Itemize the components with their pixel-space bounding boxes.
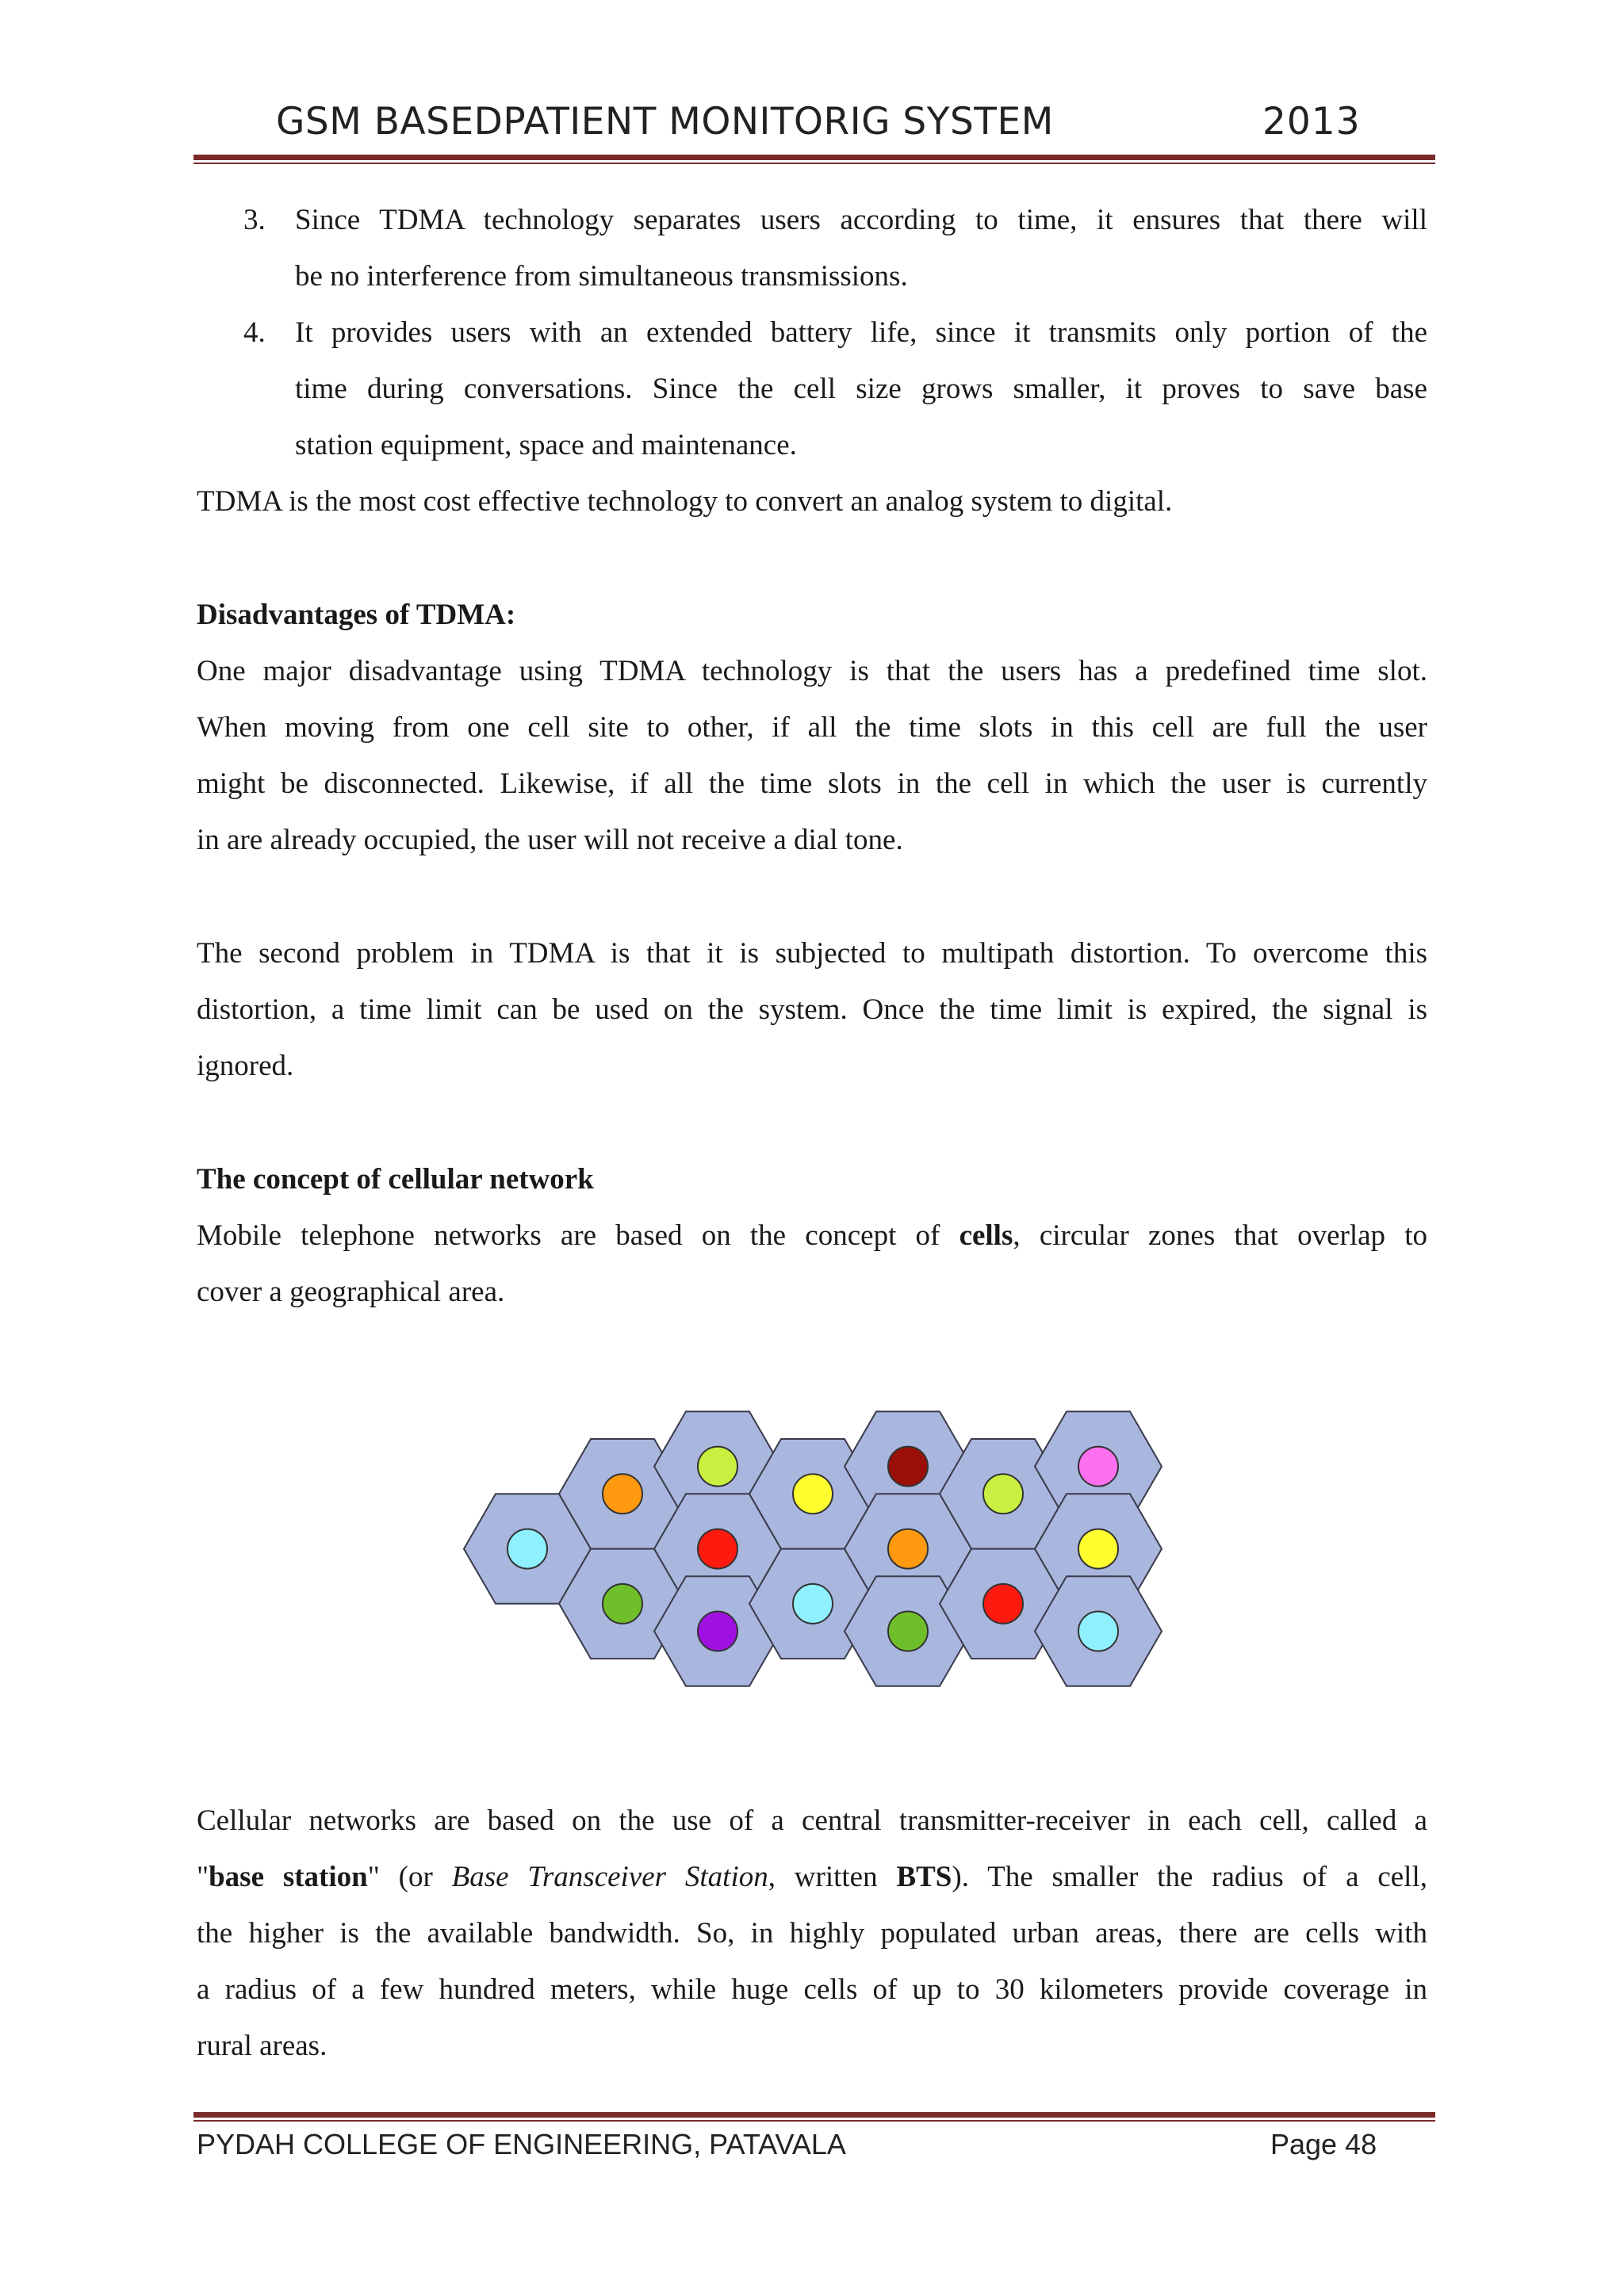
- disadvantages-heading: Disadvantages of TDMA:: [197, 599, 516, 631]
- text-run: , written: [768, 1861, 897, 1893]
- cellular-intro-line: cover a geographical area.: [197, 1276, 505, 1308]
- base-station-dot: [698, 1447, 737, 1487]
- footer-college: PYDAH COLLEGE OF ENGINEERING, PATAVALA: [197, 2128, 846, 2160]
- paragraph-line: The second problem in TDMA is that it is subjected to multipath distortion. To overcome this: [197, 937, 1427, 970]
- list-item-line: time during conversations. Since the cell size grows smaller, it proves to save base: [295, 373, 1427, 405]
- list-item-line: It provides users with an extended battery life, since it transmits only portion of the: [295, 316, 1427, 349]
- paragraph-line: the higher is the available bandwidth. So, in highly populated urban areas, there are cells with: [197, 1917, 1427, 1950]
- text-run: ": [197, 1861, 209, 1893]
- base-station-dot: [888, 1447, 928, 1487]
- header-rule-thick: [193, 155, 1435, 160]
- cellular-heading: The concept of cellular network: [197, 1163, 594, 1196]
- bts-term: BTS: [896, 1861, 952, 1893]
- text-run: ). The smaller the radius of a cell,: [952, 1861, 1427, 1893]
- base-station-dot: [983, 1584, 1023, 1624]
- paragraph-line: a radius of a few hundred meters, while huge cells of up to 30 kilometers provide coverage in: [197, 1973, 1427, 2006]
- paragraph-line: [197, 1860, 1427, 1894]
- base-station-dot: [698, 1529, 737, 1569]
- footer-page-number: Page 48: [1270, 2128, 1377, 2160]
- tdma-summary: TDMA is the most cost effective technology to convert an analog system to digital.: [197, 485, 1173, 518]
- footer-rule-thick: [193, 2112, 1435, 2118]
- text-run: Mobile telephone networks are based on the concept of: [197, 1219, 959, 1252]
- text-run: , circular zones that overlap to: [1013, 1219, 1427, 1252]
- paragraph-line: rural areas.: [197, 2030, 327, 2062]
- list-item-line: station equipment, space and maintenance.: [295, 429, 797, 461]
- footer-rule-thin: [193, 2120, 1435, 2122]
- list-item-line: be no interference from simultaneous transmissions.: [295, 260, 908, 293]
- header-rule-thin: [193, 163, 1435, 164]
- cellular-intro-line: [197, 1219, 1427, 1253]
- text-run: " (or: [367, 1861, 452, 1893]
- list-item-line: Since TDMA technology separates users according to time, it ensures that there will: [295, 204, 1427, 236]
- base-station-dot: [1078, 1529, 1118, 1569]
- cellular-network-diagram: [452, 1376, 1174, 1736]
- paragraph-line: One major disadvantage using TDMA technology is that the users has a predefined time slot.: [197, 655, 1427, 687]
- base-station-dot: [603, 1584, 642, 1624]
- list-number: 3.: [243, 204, 266, 236]
- base-station-dot: [508, 1529, 547, 1569]
- base-station-dot: [603, 1474, 642, 1513]
- base-station-dot: [793, 1584, 833, 1624]
- paragraph-line: ignored.: [197, 1050, 294, 1082]
- bts-fullname: Base Transceiver Station: [451, 1861, 768, 1893]
- cells-term: cells: [959, 1219, 1013, 1252]
- paragraph-line: Cellular networks are based on the use of a central transmitter-receiver in each cell, called a: [197, 1804, 1427, 1837]
- base-station-dot: [888, 1611, 928, 1651]
- base-station-dot: [1078, 1611, 1118, 1651]
- paragraph-line: When moving from one cell site to other, if all the time slots in this cell are full the user: [197, 711, 1427, 744]
- base-station-dot: [793, 1474, 833, 1513]
- base-station-dot: [888, 1529, 928, 1569]
- hex-cells-svg: [452, 1376, 1174, 1732]
- base-station-term: base station: [209, 1861, 368, 1893]
- list-number: 4.: [243, 316, 266, 349]
- base-station-dot: [983, 1474, 1023, 1513]
- header-year: 2013: [1262, 100, 1361, 144]
- base-station-dot: [1078, 1447, 1118, 1487]
- paragraph-line: might be disconnected. Likewise, if all the time slots in the cell in which the user is currently: [197, 767, 1427, 800]
- base-station-dot: [698, 1611, 737, 1651]
- header-title: GSM BASEDPATIENT MONITORIG SYSTEM: [276, 100, 1054, 144]
- paragraph-line: distortion, a time limit can be used on the system. Once the time limit is expired, the signal is: [197, 993, 1427, 1026]
- paragraph-line: in are already occupied, the user will not receive a dial tone.: [197, 824, 903, 856]
